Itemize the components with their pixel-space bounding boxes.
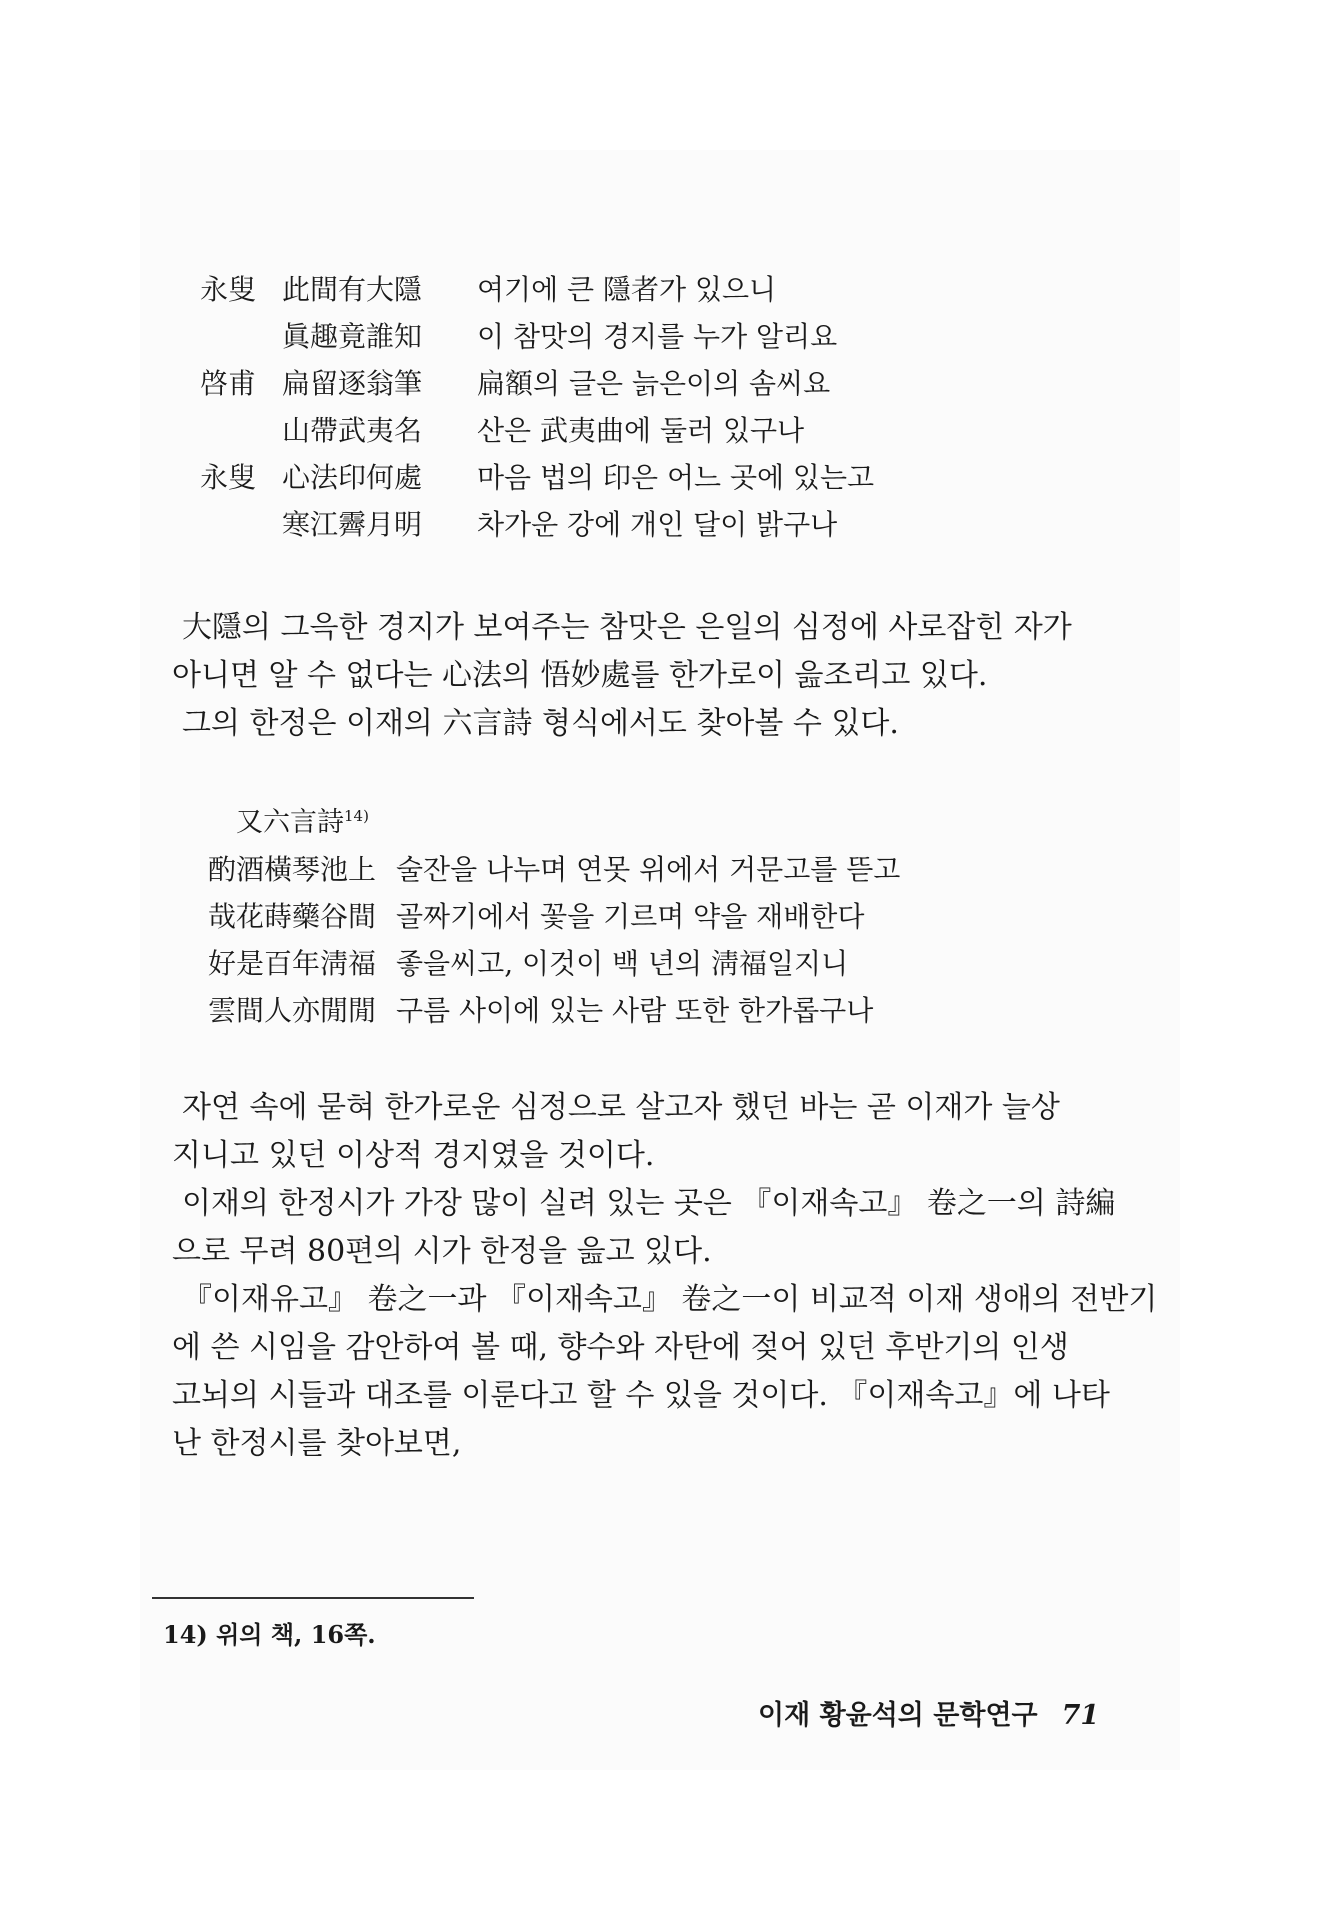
page-number: 71 bbox=[1061, 1700, 1100, 1731]
verse-korean: 술잔을 나누며 연못 위에서 거문고를 뜯고 bbox=[396, 853, 901, 886]
verse-block-2 bbox=[208, 848, 1108, 1036]
verse-korean: 마음 법의 印은 어느 곳에 있는고 bbox=[477, 461, 875, 494]
verse-hanja: 雲間人亦閒閒 bbox=[208, 994, 377, 1027]
verse-title bbox=[236, 800, 369, 839]
verse-korean: 골짜기에서 꽃을 기르며 약을 재배한다 bbox=[396, 900, 865, 933]
footnote-divider bbox=[152, 1597, 474, 1599]
verse-line bbox=[200, 456, 1100, 503]
paragraph-2 bbox=[172, 1084, 1172, 1468]
verse-hanja: 山帶武夷名 bbox=[282, 414, 423, 447]
paragraph-line: 자연 속에 묻혀 한가로운 심정으로 살고자 했던 바는 곧 이재가 늘상 bbox=[182, 1090, 1060, 1125]
footer-title: 이재 황윤석의 문학연구 bbox=[758, 1700, 1038, 1731]
verse-line bbox=[200, 503, 1100, 550]
verse-hanja: 眞趣竟誰知 bbox=[282, 320, 423, 353]
paragraph-line: 『이재유고』 卷之一과 『이재속고』 卷之一이 비교적 이재 생애의 전반기 bbox=[182, 1282, 1158, 1317]
verse-korean: 扁額의 글은 늙은이의 솜씨요 bbox=[477, 367, 831, 400]
verse-line bbox=[200, 315, 1100, 362]
verse-korean: 좋을씨고, 이것이 백 년의 淸福일지니 bbox=[396, 947, 849, 980]
verse-line bbox=[200, 362, 1100, 409]
verse-speaker: 永叟 bbox=[200, 461, 257, 494]
verse-title-text: 又六言詩 bbox=[236, 807, 344, 838]
verse-line bbox=[208, 942, 1108, 989]
paragraph-line: 아니면 알 수 없다는 心法의 悟妙處를 한가로이 읊조리고 있다. bbox=[172, 658, 988, 693]
paragraph-line: 고뇌의 시들과 대조를 이룬다고 할 수 있을 것이다. 『이재속고』에 나타 bbox=[172, 1378, 1110, 1413]
footnote: 14) 위의 책, 16쪽. bbox=[163, 1620, 376, 1649]
paragraph-line: 大隱의 그윽한 경지가 보여주는 참맛은 은일의 심정에 사로잡힌 자가 bbox=[182, 610, 1072, 645]
verse-line bbox=[208, 989, 1108, 1036]
paragraph-line: 이재의 한정시가 가장 많이 실려 있는 곳은 『이재속고』 卷之一의 詩編 bbox=[182, 1186, 1116, 1221]
paragraph-line: 에 쓴 시임을 감안하여 볼 때, 향수와 자탄에 젖어 있던 후반기의 인생 bbox=[172, 1330, 1069, 1365]
verse-hanja: 哉花蒔藥谷間 bbox=[208, 900, 377, 933]
verse-line bbox=[208, 848, 1108, 895]
verse-line bbox=[200, 409, 1100, 456]
verse-line bbox=[208, 895, 1108, 942]
verse-korean: 이 참맛의 경지를 누가 알리요 bbox=[477, 320, 838, 353]
verse-hanja: 心法印何處 bbox=[282, 461, 423, 494]
verse-hanja: 此間有大隱 bbox=[282, 273, 423, 306]
paragraph-line: 으로 무려 80편의 시가 한정을 읊고 있다. bbox=[172, 1234, 712, 1269]
verse-hanja: 扁留逐翁筆 bbox=[282, 367, 423, 400]
verse-korean: 산은 武夷曲에 둘러 있구나 bbox=[477, 414, 805, 447]
footnote-ref: 14) bbox=[344, 807, 369, 825]
paragraph-line: 그의 한정은 이재의 六言詩 형식에서도 찾아볼 수 있다. bbox=[182, 706, 899, 741]
verse-speaker: 啓甫 bbox=[200, 367, 257, 400]
running-footer bbox=[758, 1693, 1099, 1732]
verse-line bbox=[200, 268, 1100, 315]
verse-korean: 차가운 강에 개인 달이 밝구나 bbox=[477, 508, 838, 541]
verse-hanja: 酌酒橫琴池上 bbox=[208, 853, 377, 886]
verse-speaker: 永叟 bbox=[200, 273, 257, 306]
paragraph-line: 지니고 있던 이상적 경지였을 것이다. bbox=[172, 1138, 655, 1173]
paragraph-line: 난 한정시를 찾아보면, bbox=[172, 1426, 462, 1461]
verse-korean: 구름 사이에 있는 사람 또한 한가롭구나 bbox=[396, 994, 874, 1027]
verse-hanja: 好是百年淸福 bbox=[208, 947, 377, 980]
verse-hanja: 寒江霽月明 bbox=[282, 508, 423, 541]
paragraph-1 bbox=[172, 604, 1172, 748]
verse-block-1 bbox=[200, 268, 1100, 550]
verse-korean: 여기에 큰 隱者가 있으니 bbox=[477, 273, 777, 306]
